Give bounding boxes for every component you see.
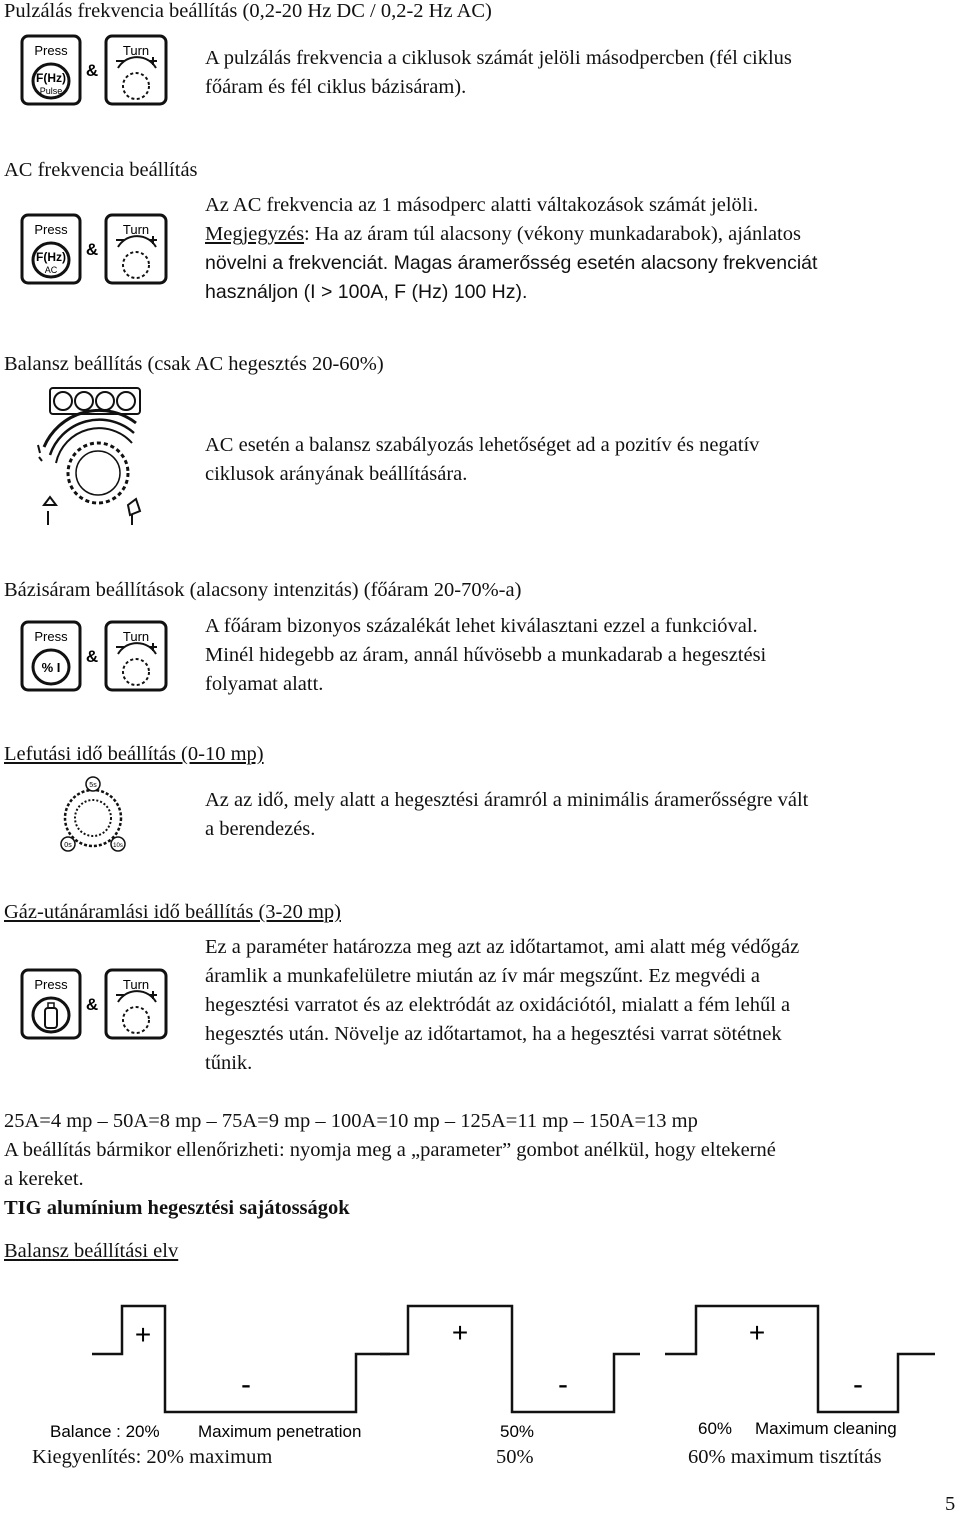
check-text-1: A beállítás bármikor ellenőrizheti: nyomja meg a „parameter” gombot anélkül, hogy eltekerné <box>4 1139 776 1161</box>
svg-text:10s: 10s <box>113 843 123 849</box>
postflow-text-5: tűnik. <box>205 1052 253 1074</box>
ac-frequency-text-4: használjon (I > 100A, F (Hz) 100 Hz). <box>205 281 528 303</box>
balance-dial-icon <box>36 387 146 527</box>
svg-text:&: & <box>85 240 99 259</box>
svg-text:Turn: Turn <box>122 977 150 992</box>
page-number: 5 <box>945 1493 956 1515</box>
downslope-text-2: a berendezés. <box>205 818 316 840</box>
postflow-text-1: Ez a paraméter határozza meg azt az időtartamot, ami alatt még védőgáz <box>205 936 800 958</box>
svg-text:Press: Press <box>34 629 68 644</box>
svg-text:F(Hz): F(Hz) <box>36 250 66 264</box>
svg-text:&: & <box>85 995 99 1014</box>
svg-text:Press: Press <box>34 222 68 237</box>
svg-text:&: & <box>85 61 99 80</box>
hu-caption-60: 60% maximum tisztítás <box>688 1446 882 1468</box>
downslope-dial-icon <box>58 776 128 854</box>
svg-text:Turn: Turn <box>122 222 150 237</box>
svg-text:Press: Press <box>34 977 68 992</box>
ac-frequency-heading: AC frekvencia beállítás <box>4 159 198 181</box>
waveform-20-percent <box>92 1306 390 1412</box>
minus-sign: - <box>853 1368 863 1401</box>
base-current-text-3: folyamat alatt. <box>205 673 324 695</box>
ac-frequency-text-3: növelni a frekvenciát. Magas áramerősség esetén alacsony frekvenciát <box>205 252 818 274</box>
base-current-text-2: Minél hidegebb az áram, annál hűvösebb a munkadarab a hegesztési <box>205 644 767 666</box>
svg-text:0s: 0s <box>64 842 72 849</box>
balance-principle-heading: Balansz beállítási elv <box>4 1240 179 1262</box>
postflow-heading: Gáz-utánáramlási idő beállítás (3-20 mp) <box>4 901 341 923</box>
ac-frequency-text-2: Megjegyzés: Ha az áram túl alacsony (vékony munkadarabok), ajánlatos <box>205 223 801 245</box>
downslope-heading: Lefutási idő beállítás (0-10 mp) <box>4 743 264 765</box>
base-current-heading: Bázisáram beállítások (alacsony intenzitás) (főáram 20-70%-a) <box>4 579 522 601</box>
minus-sign: - <box>558 1368 568 1401</box>
pulse-frequency-button-icon <box>20 34 170 108</box>
minus-sign: - <box>241 1368 251 1401</box>
caption-balance-60: 60% <box>698 1419 733 1438</box>
waveform-60-percent <box>665 1306 935 1412</box>
postflow-times-line: 25A=4 mp – 50A=8 mp – 75A=9 mp – 100A=10 mp – 125A=11 mp – 150A=13 mp <box>4 1110 698 1132</box>
plus-sign: + <box>134 1319 152 1350</box>
tig-aluminium-title: TIG alumínium hegesztési sajátosságok <box>4 1197 350 1219</box>
caption-max-cleaning: Maximum cleaning <box>755 1419 897 1438</box>
balance-text-2: ciklusok arányának beállítására. <box>205 463 468 485</box>
postflow-text-3: hegesztési varratot és az elektródát az oxidációtól, mialatt a fém lehűl a <box>205 994 791 1016</box>
base-current-button-icon <box>20 620 170 694</box>
plus-sign: + <box>748 1317 766 1348</box>
balance-waveform-diagram <box>0 1290 960 1450</box>
caption-balance-20: Balance : 20% <box>50 1422 160 1441</box>
svg-text:Turn: Turn <box>122 629 150 644</box>
hu-caption-50: 50% <box>496 1446 534 1468</box>
svg-text:F(Hz): F(Hz) <box>36 71 66 85</box>
hu-caption-20: Kiegyenlítés: 20% maximum <box>32 1446 273 1468</box>
plus-sign: + <box>451 1317 469 1348</box>
base-current-text-1: A főáram bizonyos százalékát lehet kiválasztani ezzel a funkcióval. <box>205 615 758 637</box>
pulse-frequency-heading: Pulzálás frekvencia beállítás (0,2-20 Hz DC / 0,2-2 Hz AC) <box>4 0 492 22</box>
balance-text-1: AC esetén a balansz szabályozás lehetőséget ad a pozitív és negatív <box>205 434 760 456</box>
ac-frequency-button-icon <box>20 213 170 287</box>
svg-text:Press: Press <box>34 43 68 58</box>
svg-text:&: & <box>85 647 99 666</box>
waveform-50-percent <box>380 1306 640 1412</box>
pulse-frequency-text-2: főáram és fél ciklus bázisáram). <box>205 76 467 98</box>
caption-balance-50: 50% <box>500 1422 535 1441</box>
balance-heading: Balansz beállítás (csak AC hegesztés 20-60%) <box>4 353 384 375</box>
postflow-text-4: hegesztés után. Növelje az időtartamot, ha a hegesztési varrat sötétnek <box>205 1023 782 1045</box>
caption-max-penetration: Maximum penetration <box>198 1422 362 1441</box>
svg-text:% I: % I <box>41 660 61 675</box>
svg-text:Pulse: Pulse <box>39 86 63 96</box>
svg-text:AC: AC <box>44 265 58 275</box>
postflow-text-2: áramlik a munkafelületre miután az ív már megszűnt. Ez megvédi a <box>205 965 760 987</box>
note-label: Megjegyzés <box>205 223 305 245</box>
postflow-button-icon <box>20 968 170 1042</box>
downslope-text-1: Az az idő, mely alatt a hegesztési áramról a minimális áramerősségre vált <box>205 789 809 811</box>
ac-frequency-text-1: Az AC frekvencia az 1 másodperc alatti váltakozások számát jelöli. <box>205 194 759 216</box>
pulse-frequency-text-1: A pulzálás frekvencia a ciklusok számát jelöli másodpercben (fél ciklus <box>205 47 792 69</box>
svg-text:Turn: Turn <box>122 43 150 58</box>
check-text-2: a kereket. <box>4 1168 84 1190</box>
svg-text:5s: 5s <box>89 782 97 789</box>
